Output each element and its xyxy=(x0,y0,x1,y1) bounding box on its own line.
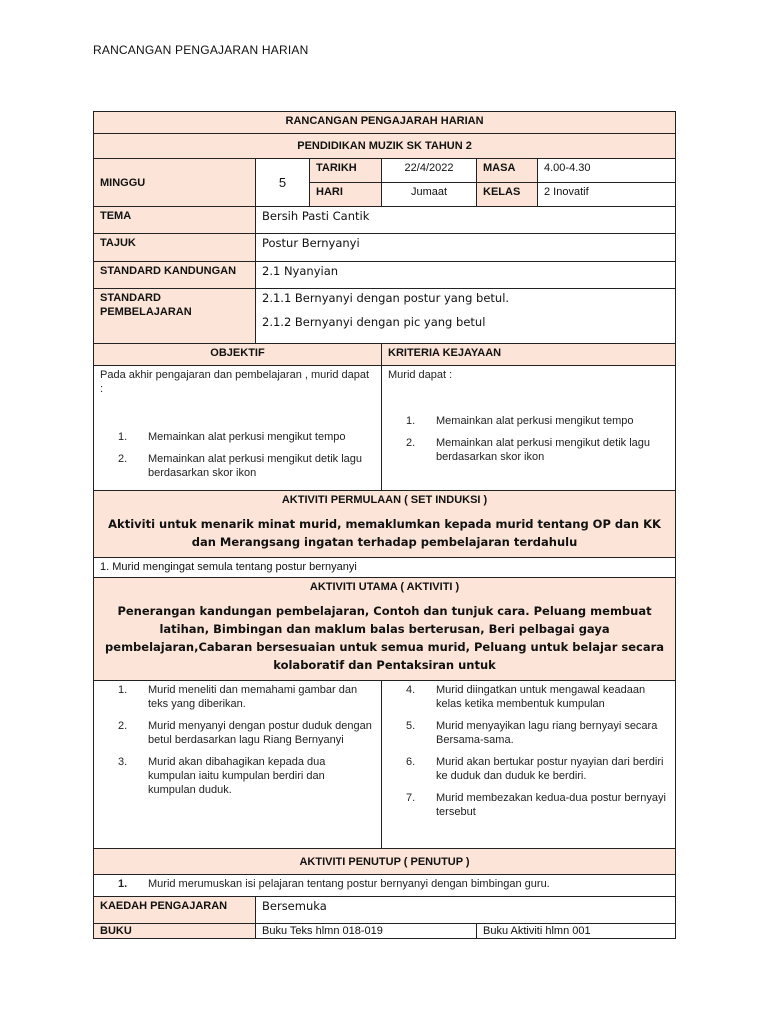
kriteria-cell xyxy=(382,366,676,491)
kaedah-value: Bersemuka xyxy=(256,897,676,924)
objektif-list xyxy=(100,430,375,480)
tema-value: Bersih Pasti Cantik xyxy=(256,207,676,234)
table-title: RANCANGAN PENGAJARAH HARIAN xyxy=(94,112,676,134)
utama-right-cell xyxy=(382,681,676,849)
utama-section xyxy=(94,578,676,681)
masa-label: MASA xyxy=(477,159,538,183)
objektif-intro: Pada akhir pengajaran dan pembelajaran , murid dapat : xyxy=(100,369,370,395)
utama-header: AKTIVITI UTAMA ( AKTIVITI ) xyxy=(309,581,460,593)
minggu-value: 5 xyxy=(256,159,310,207)
permulaan-item: 1. Murid mengingat semula tentang postur bernyanyi xyxy=(94,558,676,578)
standard-pembelajaran-item: 2.1.2 Bernyanyi dengan pic yang betul xyxy=(262,315,486,329)
buku-label: BUKU xyxy=(94,924,256,939)
utama-right-list xyxy=(388,683,669,819)
penutup-list xyxy=(100,877,669,891)
tajuk-label: TAJUK xyxy=(94,234,256,262)
document-title: RANCANGAN PENGAJARAN HARIAN xyxy=(93,43,309,57)
kaedah-label: KAEDAH PENGAJARAN xyxy=(94,897,256,924)
standard-pembelajaran-label xyxy=(94,289,256,344)
list-item: 6. Murid akan bertukar postur nyayian dari berdiri ke duduk dan duduk ke berdiri. xyxy=(406,756,664,782)
lesson-plan-table xyxy=(93,111,676,939)
hari-label: HARI xyxy=(310,183,382,207)
penutup-cell xyxy=(94,875,676,897)
kriteria-intro: Murid dapat : xyxy=(388,369,453,381)
hari-value: Jumaat xyxy=(382,183,477,207)
list-item: 5. Murid menyayikan lagu riang bernyayi secara Bersama-sama. xyxy=(406,720,658,746)
kriteria-list xyxy=(388,414,669,464)
masa-value: 4.00-4.30 xyxy=(538,159,676,183)
buku-teks: Buku Teks hlmn 018-019 xyxy=(256,924,477,939)
kelas-label: KELAS xyxy=(477,183,538,207)
buku-aktiviti: Buku Aktiviti hlmn 001 xyxy=(477,924,676,939)
standard-pembelajaran-list xyxy=(256,289,676,344)
minggu-label: MINGGU xyxy=(94,159,256,207)
utama-left-list xyxy=(100,683,375,797)
list-item: 2. Memainkan alat perkusi mengikut detik lagu berdasarkan skor ikon xyxy=(406,437,651,463)
list-item: 1. Murid merumuskan isi pelajaran tentang postur bernyanyi dengan bimbingan guru. xyxy=(118,878,550,890)
penutup-header: AKTIVITI PENUTUP ( PENUTUP ) xyxy=(94,849,676,875)
standard-pembelajaran-label-line-2: PEMBELAJARAN xyxy=(100,306,192,318)
list-item: 1. Murid meneliti dan memahami gambar dan teks yang diberikan. xyxy=(118,684,358,710)
list-item: 2. Murid menyanyi dengan postur duduk dengan betul berdasarkan lagu Riang Bernyanyi xyxy=(118,720,372,746)
list-item: 7. Murid membezakan kedua-dua postur bernyayi tersebut xyxy=(406,792,666,818)
list-item: 1. Memainkan alat perkusi mengikut tempo xyxy=(406,415,634,427)
tajuk-value: Postur Bernyanyi xyxy=(256,234,676,262)
list-item: 1. Memainkan alat perkusi mengikut tempo xyxy=(118,431,346,443)
kelas-value: 2 Inovatif xyxy=(538,183,676,207)
tema-label: TEMA xyxy=(94,207,256,234)
list-item: 2. Memainkan alat perkusi mengikut detik lagu berdasarkan skor ikon xyxy=(118,453,363,479)
standard-pembelajaran-item: 2.1.1 Bernyanyi dengan postur yang betul. xyxy=(262,291,510,305)
objektif-cell xyxy=(94,366,382,491)
kriteria-header: KRITERIA KEJAYAAN xyxy=(382,344,676,366)
standard-kandungan-label: STANDARD KANDUNGAN xyxy=(94,262,256,289)
utama-banner: Penerangan kandungan pembelajaran, Contoh dan tunjuk cara. Peluang membuat latihan, Bimbingan dan maklum balas berterusan, Beri pelbagai gaya pembelajaran,Cabaran bersesuaian untuk semua murid, Peluang untuk belajar secara kolaboratif dan Pentaksiran untuk xyxy=(105,604,665,672)
permulaan-banner: Aktiviti untuk menarik minat murid, memaklumkan kepada murid tentang OP dan KK dan Merangsang ingatan terhadap pembelajaran terdahulu xyxy=(108,517,661,549)
utama-left-cell xyxy=(94,681,382,849)
tarikh-label: TARIKH xyxy=(310,159,382,183)
standard-pembelajaran-label-line-1: STANDARD xyxy=(100,292,161,304)
standard-kandungan-value: 2.1 Nyanyian xyxy=(256,262,676,289)
list-item: 4. Murid diingatkan untuk mengawal keadaan kelas ketika membentuk kumpulan xyxy=(406,684,646,710)
permulaan-header: AKTIVITI PERMULAAN ( SET INDUKSI ) xyxy=(281,494,488,506)
list-item: 3. Murid akan dibahagikan kepada dua kumpulan iaitu kumpulan berdiri dan kumpulan duduk. xyxy=(118,756,326,796)
permulaan-section xyxy=(94,491,676,558)
objektif-header: OBJEKTIF xyxy=(94,344,382,366)
tarikh-value: 22/4/2022 xyxy=(382,159,477,183)
subject-title: PENDIDIKAN MUZIK SK TAHUN 2 xyxy=(94,134,676,159)
